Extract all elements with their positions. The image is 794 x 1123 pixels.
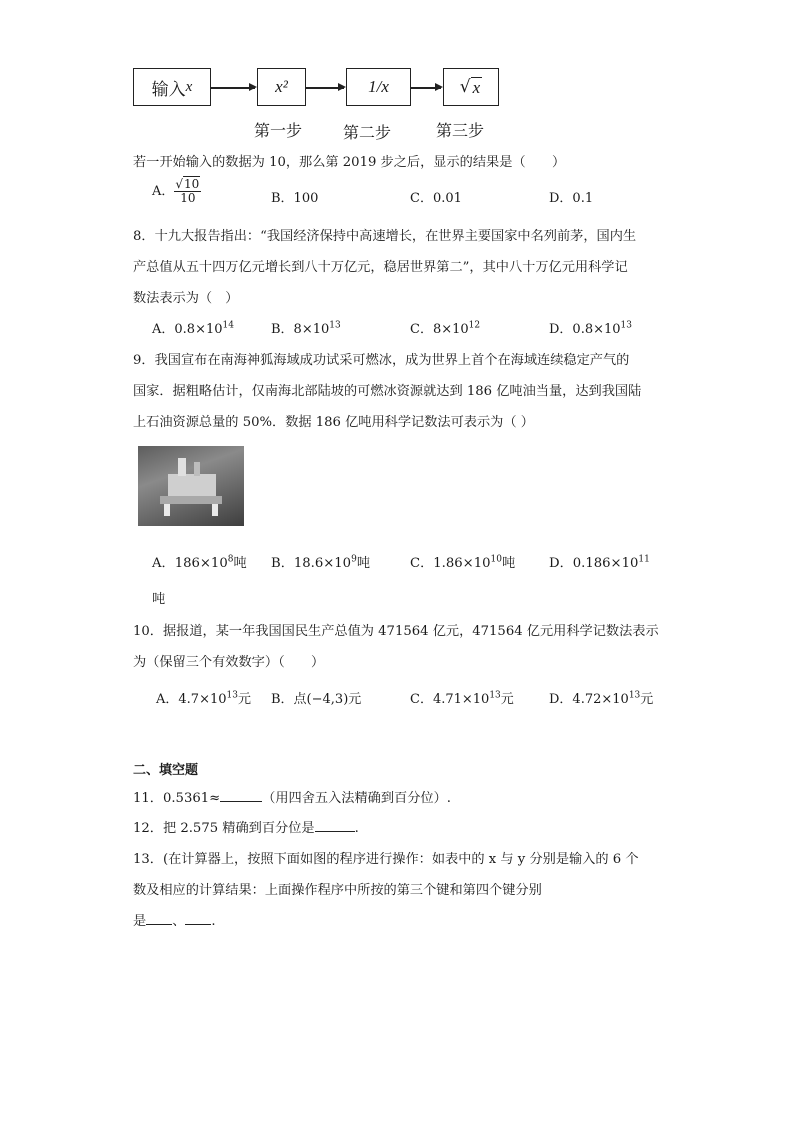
square-label: x² (275, 77, 288, 96)
q12-answer-blank[interactable] (315, 819, 355, 832)
q13-line-2: 数及相应的计算结果：上面操作程序中所按的第三个键和第四个键分别 (133, 883, 542, 898)
q8-option-b: B．$8\times 10^{13}$ (271, 320, 341, 337)
q11: 11．0.5361≈ （用四舍五入法精确到百分位）. (133, 791, 451, 806)
q10-option-b: B．点(−4,3)元 (271, 692, 362, 707)
arrow-3 (411, 87, 441, 89)
q10-option-d: D．$4.72\times 10^{13}$元 (549, 690, 654, 707)
q7-option-c: C．0.01 (410, 191, 462, 206)
step-1-label: 第一步 (254, 121, 303, 140)
q9-option-b: B．$18.6\times 10^9$吨 (271, 554, 370, 571)
q10-option-c: C．$4.71\times 10^{13}$元 (410, 690, 514, 707)
sqrt-variable: x (472, 77, 481, 97)
q10-option-a: A．$4.7\times 10^{13}$元 (156, 690, 251, 707)
drilling-platform-photo (138, 446, 244, 526)
q9-option-c: C．$1.86\times 10^{10}$吨 (410, 554, 516, 571)
q12: 12．把 2.575 精确到百分位是 . (133, 821, 359, 836)
q7-stem: 若一开始输入的数据为 10，那么第 2019 步之后，显示的结果是（ ） (133, 155, 566, 170)
step-3-label: 第三步 (436, 121, 485, 140)
q7-option-b: B．100 (271, 191, 319, 206)
q7-fraction: $\frac{√10}{10}$ (175, 177, 200, 206)
square-box (257, 68, 306, 106)
q8-option-d: D．$0.8\times 10^{13}$ (549, 320, 632, 337)
arrow-1 (211, 87, 255, 89)
reciprocal-label: 1/x (368, 77, 389, 96)
q13-answer-blank-2[interactable] (185, 912, 211, 925)
q8-option-c: C．$8\times 10^{12}$ (410, 320, 481, 337)
q8-option-a: A．$0.8\times 10^{14}$ (152, 320, 234, 337)
section-title: 二、填空题 (133, 763, 199, 778)
q9-option-a: A．$186\times 10^8$吨 (152, 554, 247, 571)
q10-line-2: 为（保留三个有效数字）（ ） (133, 655, 325, 670)
input-box (133, 68, 211, 106)
q8-line-1: 8．十九大报告指出：“我国经济保持中高速增长，在世界主要国家中名列前茅，国内生 (133, 229, 637, 244)
q13-answer-blank-1[interactable] (146, 912, 172, 925)
q9-line-3: 上石油资源总量的 50%．数据 186 亿吨用科学记数法可表示为（ ） (133, 415, 534, 430)
q9-line-2: 国家．据粗略估计，仅南海北部陆坡的可燃冰资源就达到 186 亿吨油当量，达到我国陆 (133, 384, 642, 399)
reciprocal-box (346, 68, 411, 106)
sqrt-icon: √ (459, 77, 471, 97)
q8-line-3: 数法表示为（ ） (133, 291, 239, 306)
arrow-2 (306, 87, 344, 89)
q9-option-d: D．$0.186\times 10^{11}$ (549, 554, 650, 571)
input-variable: x (185, 78, 193, 95)
q13-line-3: 是 、 . (133, 914, 216, 929)
input-label: 输入 (151, 79, 186, 100)
q7-option-d: D．0.1 (549, 191, 594, 206)
q13-line-1: 13．(在计算器上，按照下面如图的程序进行操作：如表中的 x 与 y 分别是输入的 6 个 (133, 852, 639, 867)
q10-line-1: 10．据报道，某一年我国国民生产总值为 471564 亿元，471564 亿元用科学记数法表示 (133, 624, 659, 639)
step-2-label: 第二步 (343, 123, 392, 142)
sqrt-box (443, 68, 499, 106)
q7-option-a: A． $\frac{√10}{10}$ (152, 177, 200, 206)
q11-answer-blank[interactable] (220, 789, 262, 802)
q8-line-2: 产总值从五十四万亿元增长到八十万亿元，稳居世界第二”，其中八十万亿元用科学记 (133, 260, 628, 275)
sqrt-icon: √ (175, 177, 184, 191)
q9-option-d-unit: 吨 (152, 592, 166, 607)
q9-line-1: 9．我国宣布在南海神狐海域成功试采可燃冰，成为世界上首个在海域连续稳定产气的 (133, 353, 630, 368)
